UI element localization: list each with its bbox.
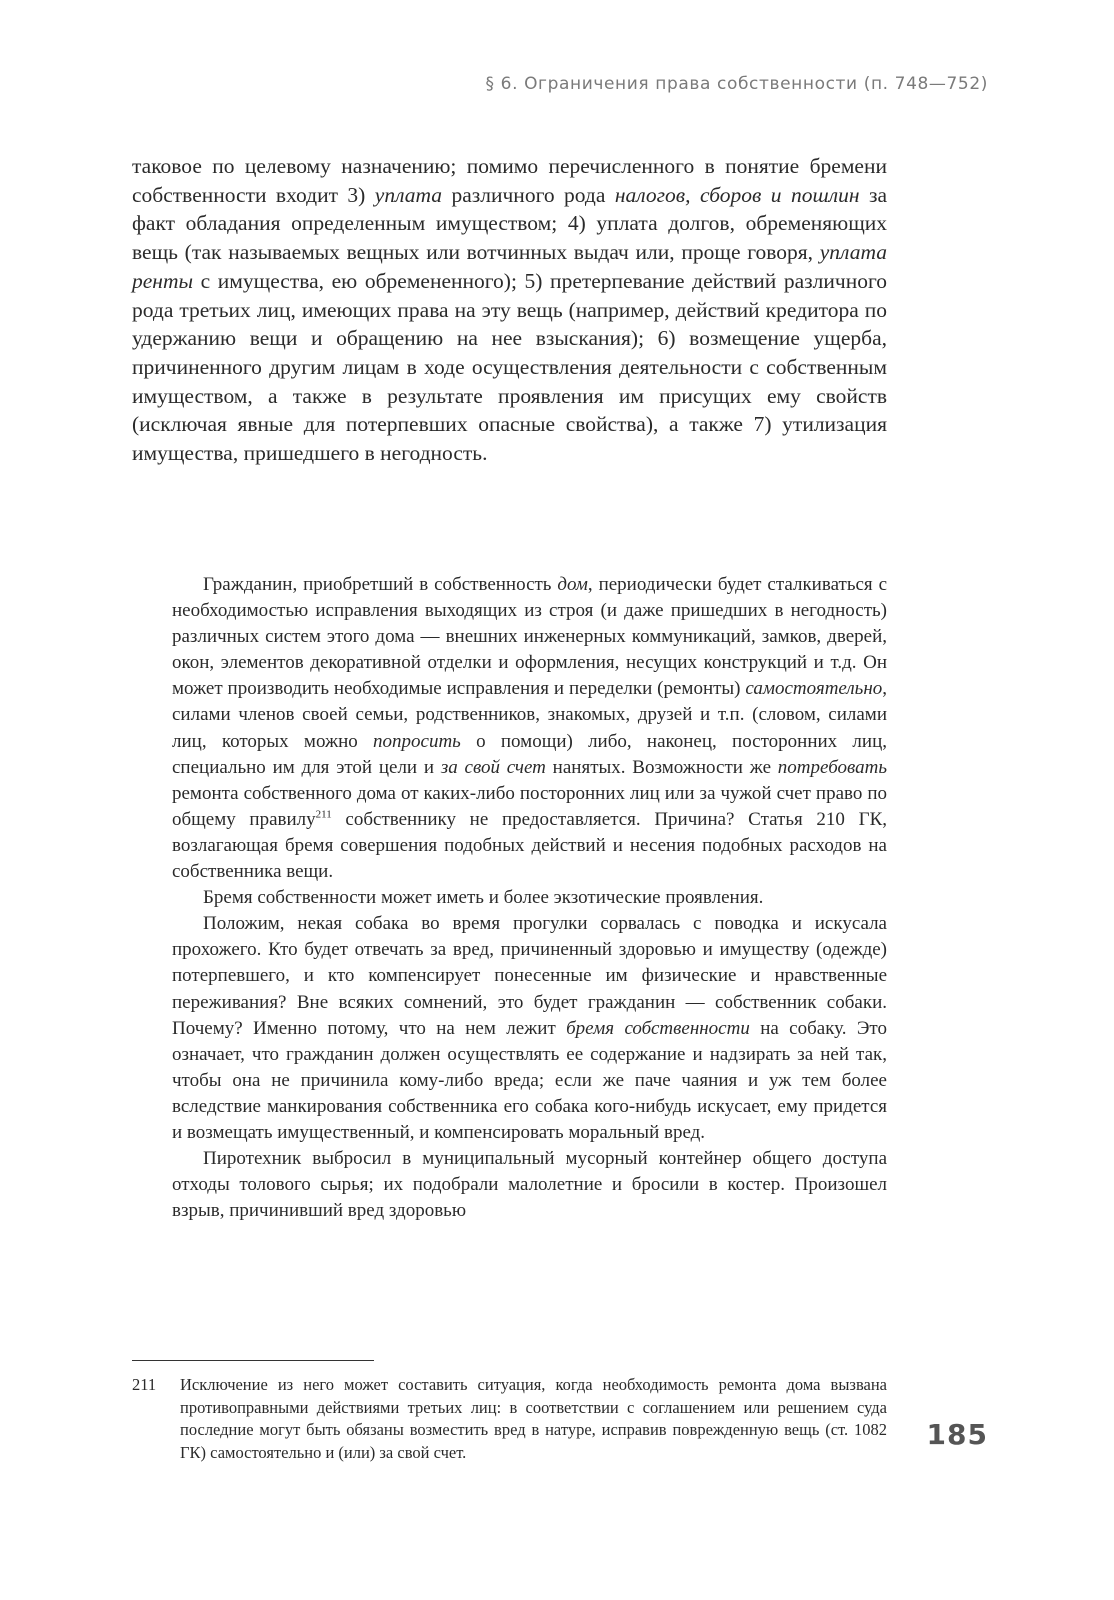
- example-paragraph-house: [172, 572, 887, 885]
- text-run: за факт обладания определенным имуществом; 4) уплата долгов, обременяющих вещь (так называемых вещных или вотчинных выдач или, проще говоря,: [132, 182, 887, 265]
- footnote-reference[interactable]: 211: [315, 808, 332, 821]
- text-run: ремонта собственного дома от каких-либо посторонних лиц или за чужой счет право по общему правилу: [172, 782, 887, 830]
- emphasis-text: дом: [557, 574, 588, 595]
- main-paragraph: [132, 152, 887, 468]
- text-run: , периодически будет сталкиваться с необходимостью исправления выходящих из строя (и даже пришедших в негодность) различных систем этого дома — внешних инженерных коммуникаций, замков, дверей, окон, элементов декоративной отделки и оформления, несущих конструкций и т.д. Он может производить необходимые исправления и переделки (ремонты): [172, 574, 888, 700]
- footnote: [132, 1374, 887, 1464]
- text-run: Гражданин, приобретший в собственность: [203, 574, 558, 595]
- text-run: с имущества, ею обремененного); 5) претерпевание действий различного рода третьих лиц, имеющих права на эту вещь (например, действий кредитора по удержанию вещи и обращению на нее взыскания); 6) возмещение ущерба, причиненного другим лицам в ходе осуществления деятельности с собственным имуществом, а также в результате проявления им присущих ему свойств (исключая явные для потерпевших опасные свойства), а также 7) утилизация имущества, пришедшего в негодность.: [132, 268, 887, 466]
- emphasis-text: налогов, сборов и пошлин: [614, 182, 860, 207]
- emphasis-text: уплата ренты: [132, 240, 887, 293]
- text-run: о помощи) либо, наконец, посторонних лиц, специально им для этой цели и: [172, 730, 888, 778]
- emphasis-text: бремя собственности: [566, 1017, 750, 1039]
- running-header: § 6. Ограничения права собственности (п. 748—752): [485, 74, 988, 94]
- emphasis-text: попросить: [373, 730, 461, 752]
- main-text-block: [132, 152, 887, 468]
- page-number: 185: [926, 1418, 988, 1451]
- footnote-divider: [132, 1360, 374, 1361]
- text-run: нанятых. Возможности же: [545, 756, 778, 778]
- emphasis-text: за свой счет: [440, 756, 546, 778]
- text-run: различного рода: [442, 182, 615, 207]
- text-run: собственнику не предоставляется. Причина? Статья 210 ГК, возлагающая бремя совершения подобных действий и несения подобных расходов на собственника вещи.: [172, 808, 887, 883]
- example-paragraph-dog: [172, 911, 887, 1146]
- text-run: , силами членов своей семьи, родственников, знакомых, друзей и т.п. (словом, силами лиц, которых можно: [172, 678, 887, 752]
- footnote-text: Исключение из него может составить ситуация, когда необходимость ремонта дома вызвана противоправными действиями третьих лиц: в соответствии с соглашением или решением суда последние могут быть обязаны возместить вред в натуре, исправив поврежденную вещь (ст. 1082 ГК) самостоятельно и (или) за свой счет.: [180, 1375, 887, 1462]
- example-paragraph-pyrotechnic: Пиротехник выбросил в муниципальный мусорный контейнер общего доступа отходы толового сырья; их подобрали малолетние и бросили в костер. Произошел взрыв, причинивший вред здоровью: [172, 1148, 887, 1222]
- footnote-number: 211: [132, 1375, 157, 1394]
- emphasis-text: потребовать: [777, 756, 887, 778]
- text-run: таковое по целевому назначению; помимо перечисленного в понятие бремени собственности входит 3): [132, 154, 887, 207]
- emphasis-text: уплата: [374, 182, 443, 207]
- text-run: Положим, некая собака во время прогулки сорвалась с поводка и искусала прохожего. Кто будет отвечать за вред, причиненный здоровью и имуществу (одежде) потерпевшего, и кто компенсирует понесенные им физические и нравственные переживания? Вне всяких сомнений, это будет гражданин — собственник собаки. Почему? Именно потому, что на нем лежит: [172, 913, 887, 1039]
- example-block: [172, 572, 887, 1224]
- emphasis-text: самостоятельно: [745, 678, 883, 700]
- example-paragraph-exotic: Бремя собственности может иметь и более экзотические проявления.: [203, 887, 764, 909]
- text-run: на собаку. Это означает, что гражданин должен осуществлять ее содержание и надзирать за ней так, чтобы она не причинила кому-либо вреда; если же паче чаяния и уж тем более вследствие манкирования собственника его собака кого-нибудь искусает, ему придется и возмещать имущественный, и компенсировать моральный вред.: [172, 1017, 887, 1143]
